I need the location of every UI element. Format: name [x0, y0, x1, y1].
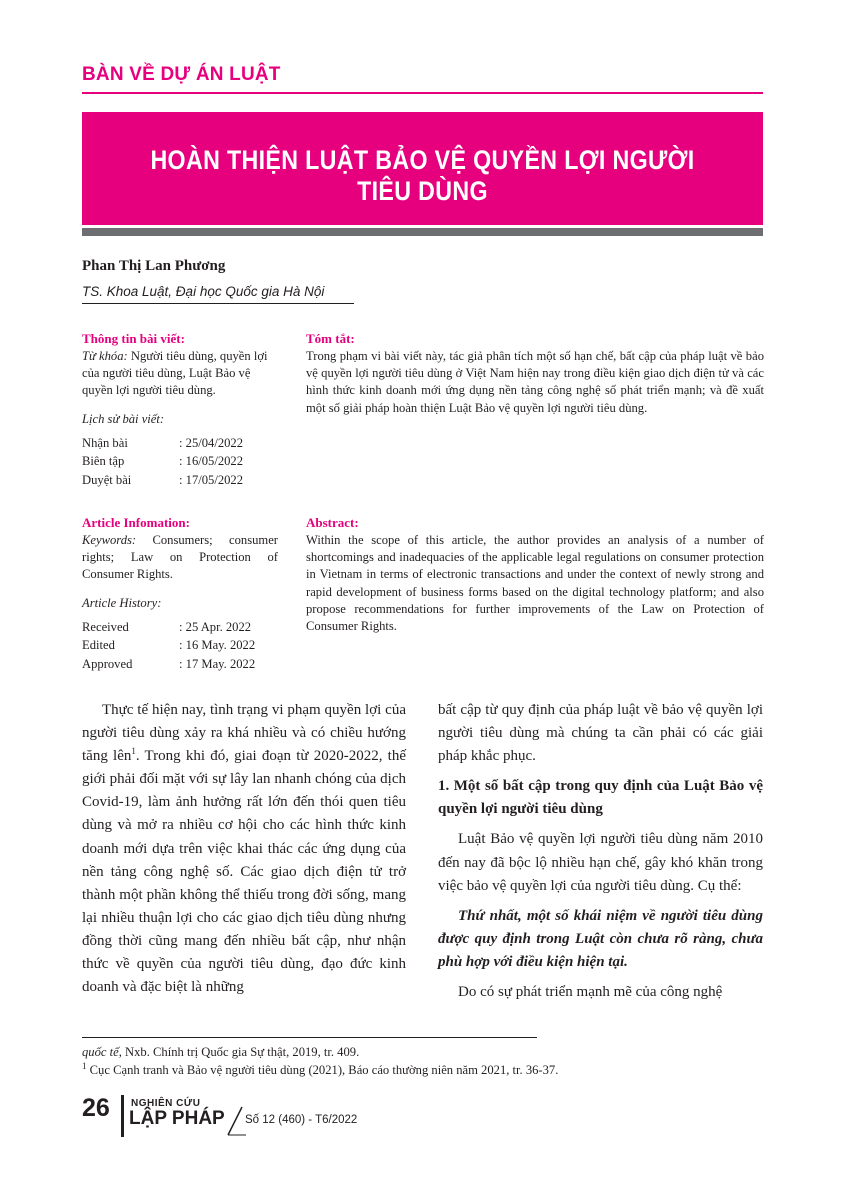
history-row: [82, 636, 278, 655]
body-left-text-1: Thực tế hiện nay, tình trạng vi phạm quyền lợi của người tiêu dùng xảy ra khá nhiều và có chiều hướng tăng lên: [82, 702, 406, 765]
body-left-text-2: . Trong khi đó, giai đoạn từ 2020-2022, thế giới phải đối mặt với sự lây lan nhanh chóng của dịch Covid-19, làm ảnh hưởng rất lớn đến thói quen tiêu dùng và mở ra nhiều cơ hội cho các hình thức kinh doanh mới dựa trên việc khai thác các ứng dụng của nền tảng công nghệ số. Các giao dịch điện tử trở thành một phần không thể thiếu trong đời sống, mang lại nhiều thuận lợi cho các giao dịch tiêu dùng nhưng đồng thời cũng mang đến nhiều bất cập, như nhận thức về quyền của người tiêu dùng, đạo đức kinh doanh và đặc biệt là những: [82, 748, 407, 996]
footnote-carryover: [82, 1044, 763, 1061]
footnote-carry-italic: quốc tế: [82, 1045, 119, 1059]
body-right-para-2: Luật Bảo vệ quyền lợi người tiêu dùng năm 2010 đến nay đã bộc lộ nhiều hạn chế, gây khó khăn trong việc bảo vệ quyền lợi của người tiêu dùng. Cụ thể:: [438, 831, 763, 894]
author-name: Phan Thị Lan Phương: [82, 258, 226, 274]
history-en-label: Article History:: [82, 595, 162, 610]
section-heading-1: 1. Một số bất cập trong quy định của Luật Bảo vệ quyền lợi người tiêu dùng: [438, 778, 763, 818]
body-right-para-3: Thứ nhất, một số khái niệm về người tiêu dùng được quy định trong Luật còn chưa rõ ràng, chưa phù hợp với điều kiện hiện tại.: [438, 907, 763, 970]
history-value: : 17 May. 2022: [179, 656, 256, 671]
history-value: : 16/05/2022: [179, 454, 244, 469]
footnote-1-number: 1: [82, 1060, 87, 1071]
keywords-en: [82, 532, 278, 584]
article-info-en: [82, 515, 278, 673]
history-label: Approved: [82, 656, 133, 671]
logo-slash-icon: [222, 1103, 246, 1139]
keywords-en-text: Consumers; consumer rights; Law on Protection of Consumer Rights.: [82, 533, 278, 582]
section-rule: [82, 92, 763, 94]
summary-vi-heading: Tóm tắt:: [306, 331, 355, 346]
history-row: [82, 655, 278, 674]
history-vi-label: Lịch sử bài viết:: [82, 411, 165, 426]
history-row: [82, 471, 278, 490]
journal-logo-main: LẬP PHÁP: [129, 1108, 225, 1129]
keywords-vi: [82, 348, 278, 400]
history-label: Nhận bài: [82, 435, 128, 450]
history-en: [82, 618, 278, 674]
history-row: [82, 618, 278, 637]
history-label: Received: [82, 619, 129, 634]
history-label: Duyệt bài: [82, 472, 132, 487]
abstract-en-heading: Abstract:: [306, 515, 359, 530]
keywords-en-label: Keywords:: [82, 533, 137, 547]
history-value: : 25/04/2022: [179, 435, 244, 450]
journal-logo-top: NGHIÊN CỨU: [131, 1098, 201, 1109]
history-row: [82, 452, 278, 471]
footnote-1-text: Cục Cạnh tranh và Bảo vệ người tiêu dùng (2021), Báo cáo thường niên năm 2021, tr. 36-37.: [86, 1063, 559, 1077]
abstract-en: [306, 515, 764, 635]
article-info-vi: [82, 331, 278, 489]
journal-logo-bar: [121, 1095, 124, 1137]
footnote-carry-text: , Nxb. Chính trị Quốc gia Sự thật, 2019, tr. 409.: [118, 1045, 360, 1059]
info-en-heading: Article Infomation:: [82, 515, 190, 530]
section-title: BÀN VỀ DỰ ÁN LUẬT: [82, 64, 281, 85]
history-label: Edited: [82, 638, 115, 653]
body-right-para-4: Do có sự phát triển mạnh mẽ của công nghệ: [458, 984, 723, 1001]
keywords-vi-label: Từ khóa:: [82, 349, 128, 363]
body-right-column: [438, 699, 763, 1004]
page-number: 26: [82, 1094, 110, 1122]
footnote-1: [82, 1062, 763, 1079]
history-value: : 16 May. 2022: [179, 638, 256, 653]
banner-stripe: [82, 228, 763, 236]
info-vi-heading: Thông tin bài viết:: [82, 331, 185, 346]
abstract-en-text: Within the scope of this article, the author provides an analysis of a number of shortcomings and inadequacies of the applicable legal regulations on consumer protection in Vietnam in terms of electronic transactions and under the context of newly strong and rapid development of business forms based on the digital technology platform; and also propose recommendations for further improvements of the Law on Protection of Consumer Rights.: [306, 533, 764, 634]
footnote-rule: [82, 1037, 537, 1038]
affiliation-rule: [82, 303, 354, 304]
history-value: : 17/05/2022: [179, 472, 244, 487]
summary-vi: [306, 331, 764, 417]
body-right-para-1: bất cập từ quy định của pháp luật về bảo vệ quyền lợi người tiêu dùng mà chúng ta cần phải có các giải pháp khắc phục.: [438, 702, 763, 765]
footnote-ref-1: 1: [131, 746, 136, 757]
article-title: HOÀN THIỆN LUẬT BẢO VỆ QUYỀN LỢI NGƯỜI TIÊU DÙNG: [150, 145, 695, 206]
history-row: [82, 434, 278, 453]
issue-number: Số 12 (460) - T6/2022: [245, 1114, 358, 1126]
summary-vi-text: Trong phạm vi bài viết này, tác giả phân tích một số hạn chế, bất cập của pháp luật về bảo vệ quyền lợi người tiêu dùng ở Việt Nam hiện nay trong điều kiện giao dịch điện tử và các hình thức kinh doanh mới ứng dụng nền tảng công nghệ số phát triển mạnh; và đề xuất một số giải pháp hoàn thiện Luật Bảo vệ quyền lợi người tiêu dùng.: [306, 349, 764, 415]
history-value: : 25 Apr. 2022: [179, 619, 252, 634]
history-vi: [82, 434, 278, 490]
body-left-paragraph: [82, 699, 406, 999]
author-affiliation: TS. Khoa Luật, Đại học Quốc gia Hà Nội: [82, 284, 325, 299]
history-label: Biên tập: [82, 454, 125, 469]
keywords-vi-text: Người tiêu dùng, quyền lợi của người tiêu dùng, Luật Bảo vệ quyền lợi người tiêu dùng.: [82, 349, 268, 398]
